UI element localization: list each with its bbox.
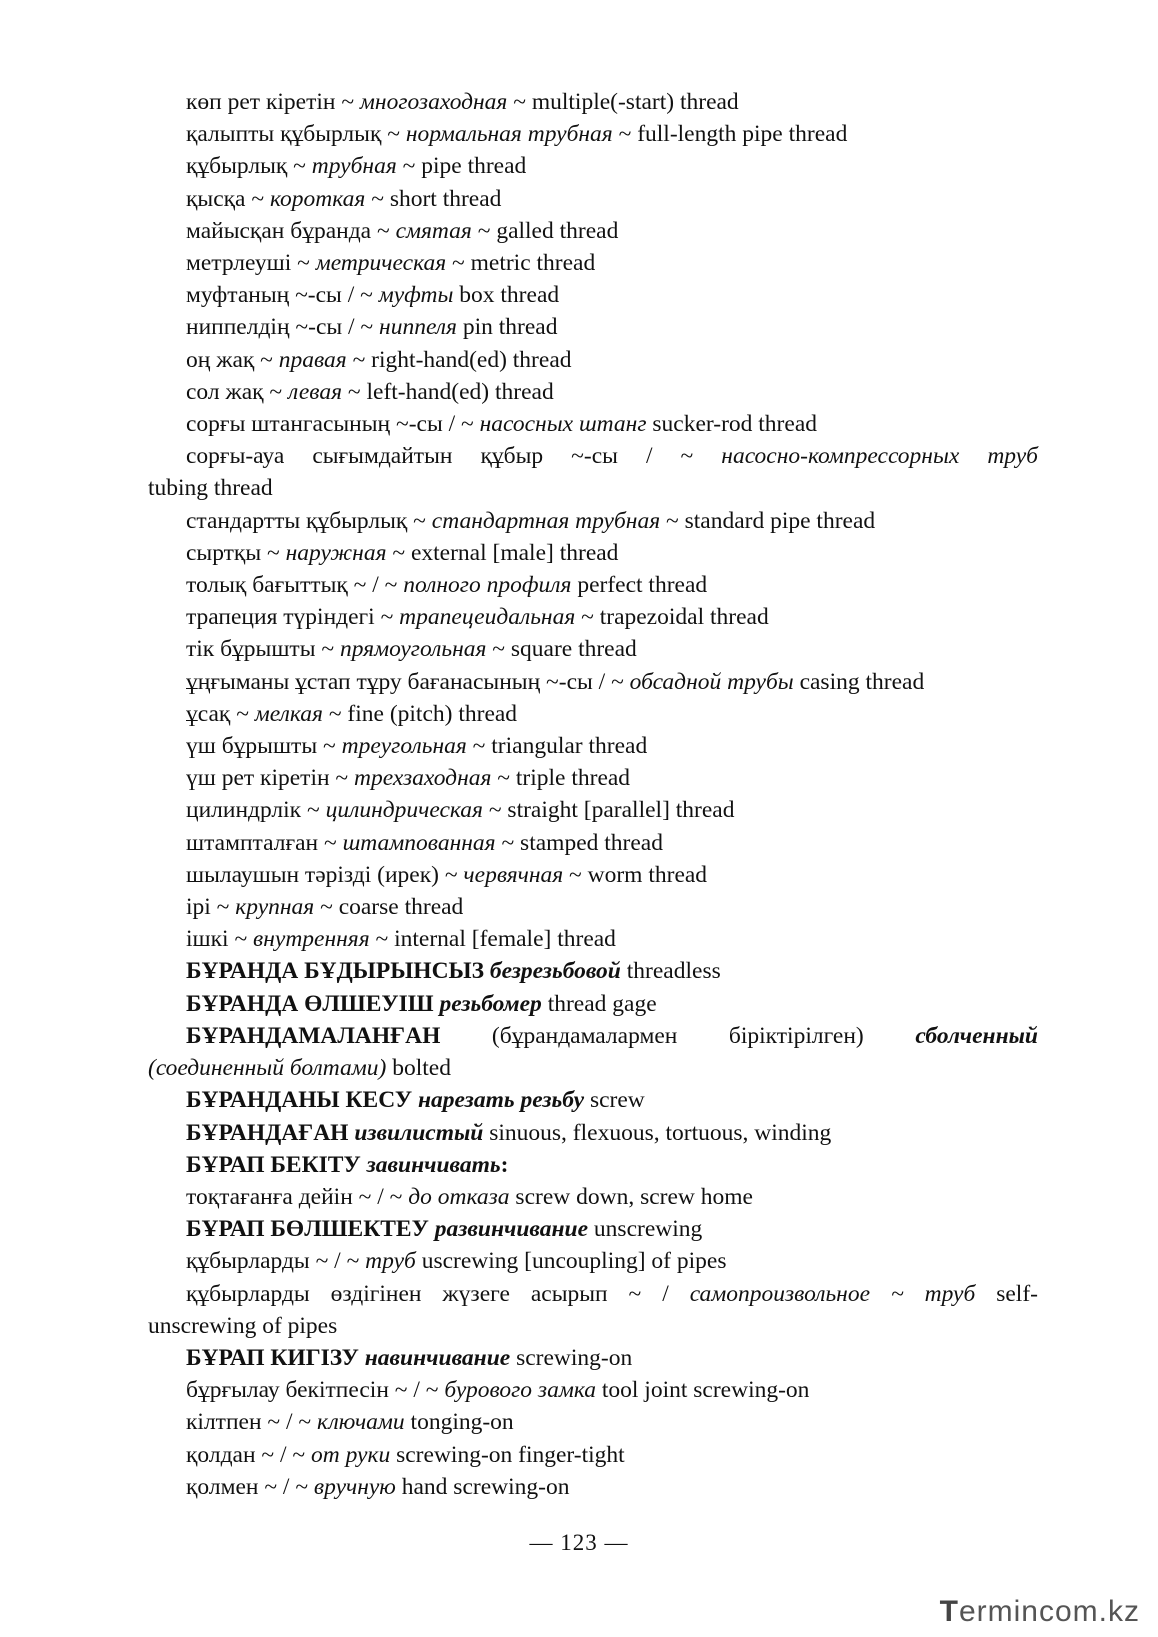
headword: БҰРАП БЕКІТУ — [186, 1151, 367, 1178]
entry-text: оң жақ ~ — [186, 346, 279, 373]
russian-term: вручную — [313, 1473, 396, 1500]
entry-line — [148, 1439, 1038, 1471]
russian-term: наружная — [285, 539, 387, 566]
entry-text: үш рет кіретін ~ — [186, 765, 355, 792]
headword: резьбомер — [439, 990, 542, 1017]
headword: БҰРАНДАҒАН — [186, 1119, 355, 1146]
entry-text: unscrewing — [588, 1216, 703, 1243]
headword: БҰРАНДАНЫ КЕСУ — [186, 1087, 418, 1114]
russian-term: метрическая — [315, 250, 447, 277]
entry-line — [148, 86, 1038, 118]
entry-line — [148, 505, 1038, 537]
entry-line — [148, 150, 1038, 182]
russian-term: крупная — [235, 894, 315, 921]
russian-term: ниппеля — [379, 314, 457, 341]
headword: навинчивание — [364, 1344, 511, 1371]
entry-text: tool joint screwing-on — [596, 1377, 810, 1404]
entry-line — [148, 1374, 1038, 1406]
entry-text: ~ standard pipe thread — [660, 507, 876, 534]
entry-line — [148, 762, 1038, 794]
entry-line — [148, 666, 1038, 698]
entry-text: ~ external [male] thread — [386, 539, 619, 566]
headword: : — [500, 1151, 509, 1178]
headword: БҰРАНДА ӨЛШЕУІШ — [186, 990, 440, 1017]
russian-term: трапецеидальная — [399, 604, 576, 631]
entry-text: ~ multiple(-start) thread — [507, 89, 739, 115]
entry-text: шылаушын тәрізді (ирек) ~ — [186, 861, 464, 888]
entry-line — [148, 859, 1038, 891]
entry-text: screw — [584, 1087, 645, 1114]
entry-text: ішкі ~ — [186, 926, 254, 953]
headword: сболченный — [915, 1022, 1038, 1049]
russian-term: самопроизвольное ~ труб — [689, 1280, 976, 1307]
headword: нарезать резьбу — [417, 1087, 585, 1114]
entry-text: ~ full-length pipe thread — [612, 121, 848, 148]
entry-text: uscrewing [uncoupling] of pipes — [415, 1248, 727, 1275]
russian-term: правая — [278, 346, 347, 373]
russian-term: бурового замка — [444, 1377, 596, 1404]
russian-term: муфты — [378, 282, 454, 309]
entry-text: ~ fine (pitch) thread — [322, 700, 518, 727]
russian-term: труб — [365, 1248, 416, 1275]
entry-text: ~ square thread — [486, 636, 637, 663]
russian-term: цилиндрическая — [325, 797, 483, 824]
entry-text: құбырларды өздігінен жүзеге асырып ~ / — [186, 1280, 690, 1307]
russian-term: внутренняя — [253, 926, 370, 953]
entry-text: толық бағыттық ~ / ~ — [186, 572, 404, 599]
entry-text: screw down, screw home — [509, 1183, 753, 1210]
entry-line — [148, 408, 1038, 440]
entry-text: құбырлық ~ — [186, 153, 312, 180]
headword: безрезьбовой — [489, 958, 621, 985]
entry-line — [148, 1342, 1038, 1374]
russian-term: до отказа — [408, 1183, 510, 1210]
russian-term: смятая — [395, 217, 472, 244]
entry-line — [148, 247, 1038, 279]
entry-line — [148, 601, 1038, 633]
entry-text: bolted — [386, 1055, 451, 1082]
entry-text: сорғы-ауа сығымдайтын құбыр ~-сы / ~ — [186, 443, 722, 470]
entry-text: ниппелдің ~-сы / ~ — [186, 314, 380, 341]
entry-text: трапеция түріндегі ~ — [186, 604, 400, 631]
entry-text: штампталған ~ — [186, 829, 343, 856]
entry-line — [148, 1020, 1038, 1052]
entry-text: бұрғылау бекітпесін ~ / ~ — [186, 1377, 445, 1404]
entry-line — [148, 183, 1038, 215]
entry-text: қолмен ~ / ~ — [186, 1473, 314, 1500]
dictionary-page-body — [148, 86, 1038, 1503]
russian-term: ключами — [316, 1409, 405, 1436]
entry-line — [148, 891, 1038, 923]
russian-term: нормальная трубная — [405, 121, 613, 148]
entry-text: кілтпен ~ / ~ — [186, 1409, 317, 1436]
russian-term: от руки — [311, 1441, 391, 1468]
russian-term: обсадной трубы — [629, 668, 794, 695]
entry-text: ірі ~ — [186, 894, 236, 921]
entry-text: pin thread — [456, 314, 558, 341]
entry-line — [148, 1213, 1038, 1245]
entry-line — [148, 1181, 1038, 1213]
entry-text: стандартты құбырлық ~ — [186, 507, 432, 534]
entry-text: ~ left-hand(ed) thread — [342, 378, 554, 405]
entry-text: құбырларды ~ / ~ — [186, 1248, 366, 1275]
russian-term: короткая — [269, 185, 366, 212]
entry-line — [148, 440, 1038, 472]
entry-text: ~ right-hand(ed) thread — [346, 346, 572, 373]
entry-text: hand screwing-on — [395, 1473, 570, 1500]
entry-text: perfect thread — [571, 572, 708, 599]
russian-term: полного профиля — [403, 572, 572, 599]
entry-text: ~ internal [female] thread — [369, 926, 616, 953]
entry-text: box thread — [453, 282, 560, 309]
entry-text: майысқан бұранда ~ — [186, 217, 396, 244]
entry-text: ~ metric thread — [446, 250, 596, 277]
entry-line — [148, 698, 1038, 730]
entry-text: ~ galled thread — [471, 217, 619, 244]
entry-line — [148, 537, 1038, 569]
russian-term: стандартная трубная — [431, 507, 661, 534]
entry-text: sinuous, flexuous, tortuous, winding — [483, 1119, 832, 1146]
entry-text: unscrewing of pipes — [148, 1312, 338, 1339]
entry-text: көп рет кіретін ~ — [186, 89, 360, 115]
russian-term: насосно-компрессорных труб — [721, 443, 1038, 470]
entry-text: sucker-rod thread — [646, 411, 817, 438]
entry-line — [148, 472, 1038, 504]
entry-text: қысқа ~ — [186, 185, 270, 212]
russian-term: (соединенный болтами) — [148, 1055, 387, 1082]
entry-text: муфтаның ~-сы / ~ — [186, 282, 379, 309]
russian-term: мелкая — [254, 700, 323, 727]
logo-text: ermincom.kz — [958, 1595, 1140, 1628]
russian-term: штампованная — [342, 829, 496, 856]
headword: БҰРАНДА БҰДЫРЫНСЫЗ — [186, 958, 490, 985]
entry-line — [148, 794, 1038, 826]
headword: БҰРАП БӨЛШЕКТЕУ — [186, 1216, 435, 1243]
entry-text: ұсақ ~ — [186, 700, 255, 727]
entry-text: ұңғыманы ұстап тұру бағанасының ~-сы / ~ — [186, 668, 630, 695]
entry-line — [148, 1278, 1038, 1310]
russian-term: трубная — [311, 153, 397, 180]
entry-text: screwing-on — [510, 1344, 633, 1371]
entry-text: сорғы штангасының ~-сы / ~ — [186, 411, 480, 438]
entry-text: thread gage — [541, 990, 657, 1017]
entry-text: threadless — [620, 958, 721, 985]
headword: завинчивать — [366, 1151, 501, 1178]
entry-text: ~ coarse thread — [314, 894, 464, 921]
entry-text: қолдан ~ / ~ — [186, 1441, 312, 1468]
russian-term: червячная — [463, 861, 564, 888]
entry-line — [148, 1149, 1038, 1181]
entry-line — [148, 730, 1038, 762]
entry-text: ~ straight [parallel] thread — [482, 797, 735, 824]
entry-text: self- — [975, 1280, 1038, 1307]
russian-term: трехзаходная — [354, 765, 492, 792]
entry-line — [148, 215, 1038, 247]
entry-line — [148, 569, 1038, 601]
entry-line — [148, 1117, 1038, 1149]
entry-line — [148, 1084, 1038, 1116]
entry-line — [148, 633, 1038, 665]
entry-line — [148, 344, 1038, 376]
entry-text: screwing-on finger-tight — [390, 1441, 625, 1468]
page-number: — 123 — — [529, 1530, 629, 1555]
entry-text: тоқтағанға дейін ~ / ~ — [186, 1183, 409, 1210]
entry-text: tubing thread — [148, 475, 273, 502]
russian-term: прямоугольная — [339, 636, 487, 663]
entry-text: ~ triangular thread — [466, 733, 648, 760]
russian-term: многозаходная — [359, 89, 508, 115]
entry-line — [148, 955, 1038, 987]
entry-line — [148, 923, 1038, 955]
entry-line — [148, 1406, 1038, 1438]
entry-text: ~ stamped thread — [495, 829, 663, 856]
entry-line — [148, 1245, 1038, 1277]
entry-text: метрлеуші ~ — [186, 250, 316, 277]
entry-line — [148, 827, 1038, 859]
entry-text: цилиндрлік ~ — [186, 797, 326, 824]
entry-text: тік бұрышты ~ — [186, 636, 340, 663]
entry-text: tonging-on — [404, 1409, 514, 1436]
headword: БҰРАНДАМАЛАНҒАН — [186, 1022, 441, 1049]
entry-line — [148, 118, 1038, 150]
entry-line — [148, 1471, 1038, 1503]
entry-line — [148, 311, 1038, 343]
entry-text: сол жақ ~ — [186, 378, 289, 405]
russian-term: насосных штанг — [479, 411, 647, 438]
russian-term: треугольная — [341, 733, 467, 760]
entry-text: ~ trapezoidal thread — [575, 604, 769, 631]
headword: БҰРАП КИГІЗУ — [186, 1344, 365, 1371]
entry-text: casing thread — [793, 668, 925, 695]
headword: извилистый — [354, 1119, 484, 1146]
entry-line — [148, 1310, 1038, 1342]
entry-text: үш бұрышты ~ — [186, 733, 342, 760]
entry-text: ~ worm thread — [563, 861, 708, 888]
russian-term: левая — [288, 378, 343, 405]
headword: развинчивание — [434, 1216, 589, 1243]
entry-text: ~ pipe thread — [396, 153, 527, 180]
entry-text: ~ short thread — [365, 185, 502, 212]
logo-initial: T — [939, 1595, 959, 1628]
entry-line — [148, 988, 1038, 1020]
entry-line — [148, 1052, 1038, 1084]
entry-text: (бұрандамалармен біріктірілген) — [440, 1022, 916, 1049]
termincom-logo — [940, 1595, 1140, 1629]
entry-text: қалыпты құбырлық ~ — [186, 121, 406, 148]
entry-text: ~ triple thread — [491, 765, 631, 792]
entry-line — [148, 279, 1038, 311]
entry-line — [148, 376, 1038, 408]
entry-text: сыртқы ~ — [186, 539, 286, 566]
